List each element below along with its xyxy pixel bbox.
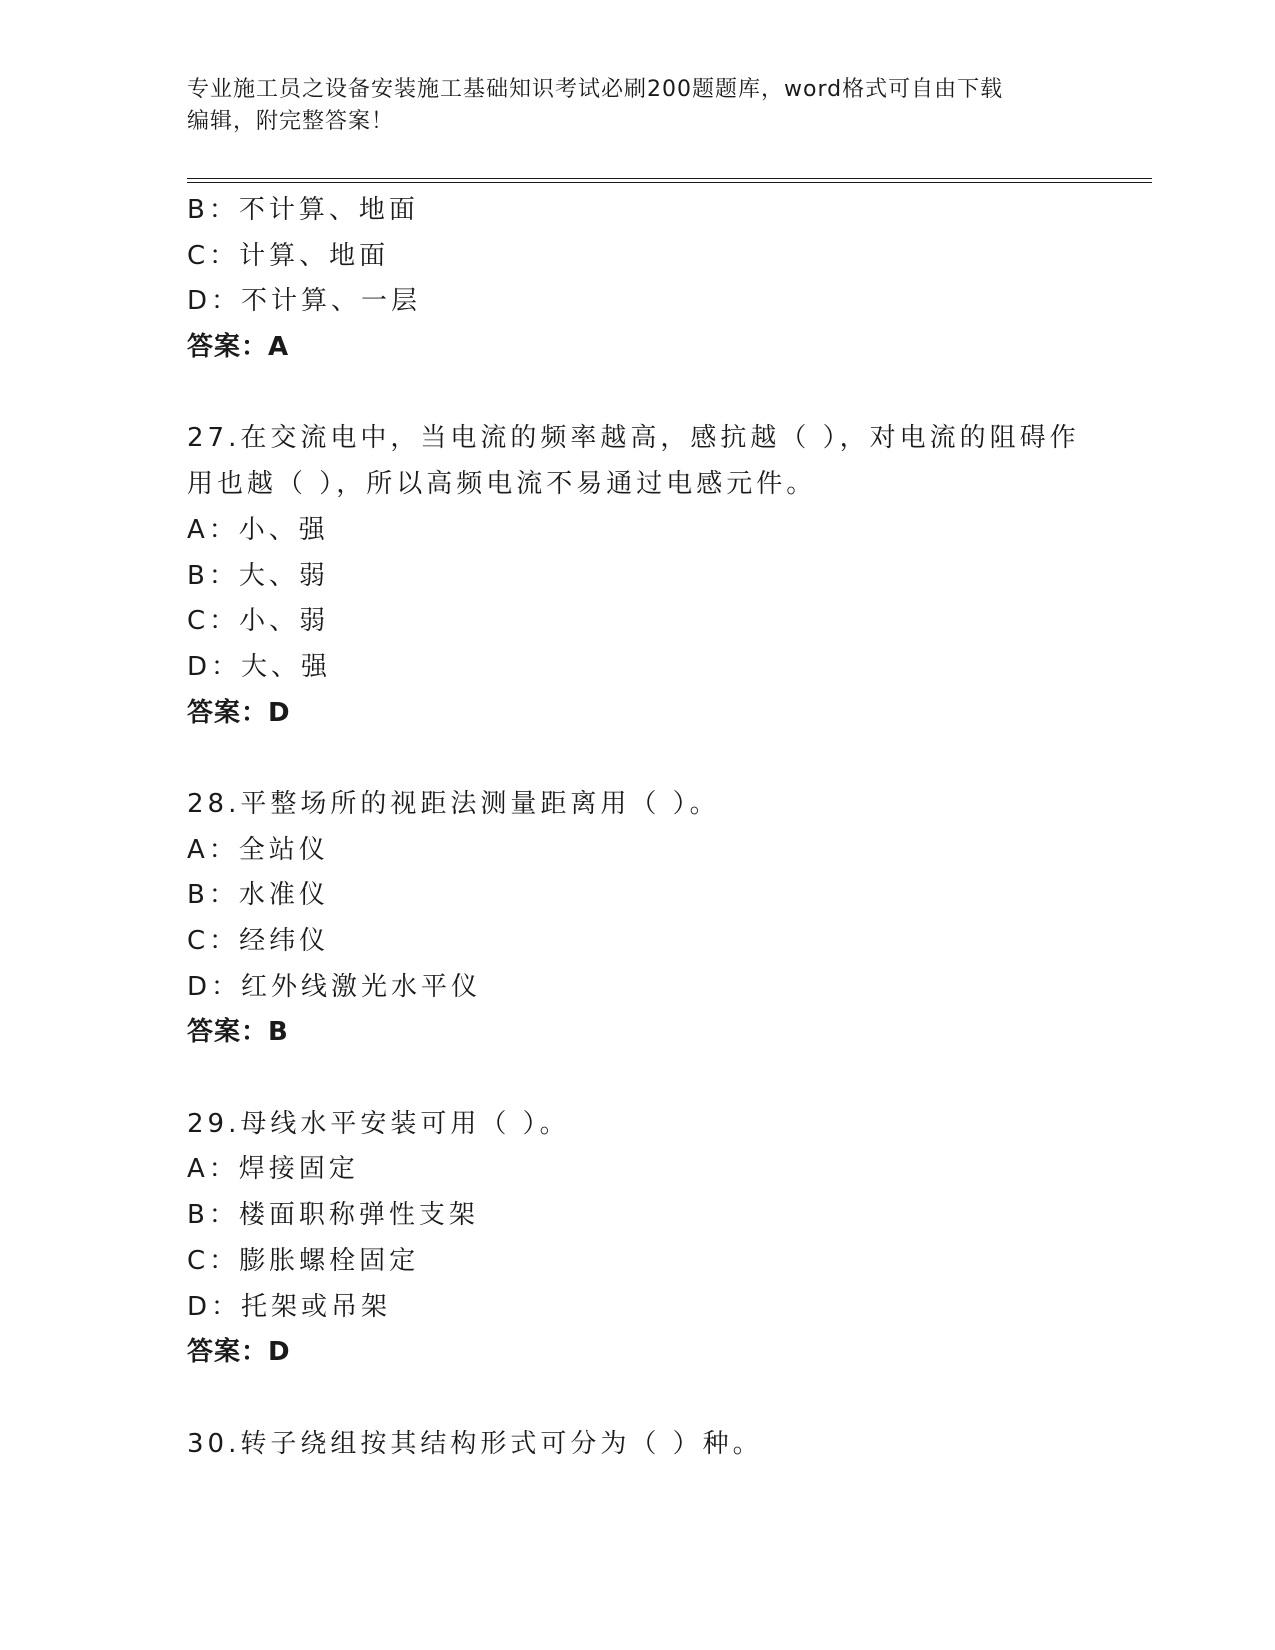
question-stem: 27.在交流电中，当电流的频率越高，感抗越（ ），对电流的阻碍作 xyxy=(187,423,1080,454)
spacer xyxy=(187,371,1147,417)
question-29 xyxy=(187,1102,1147,1376)
option-b: B：大、弱 xyxy=(187,560,329,591)
option-a: A：焊接固定 xyxy=(187,1154,359,1185)
question-27 xyxy=(187,416,1147,736)
question-list xyxy=(187,188,1147,1467)
header-title-line1: 专业施工员之设备安装施工基础知识考试必刷200题题库，word格式可自由下载 xyxy=(187,77,1004,102)
option-c: C：计算、地面 xyxy=(187,240,390,271)
question-28 xyxy=(187,782,1147,1056)
option-c: C：膨胀螺栓固定 xyxy=(187,1245,420,1276)
question-stem-continued: 用也越（ ），所以高频电流不易通过电感元件。 xyxy=(187,469,817,500)
answer: 答案：D xyxy=(187,1337,291,1368)
option-a: A：小、强 xyxy=(187,514,329,545)
option-b: B：水准仪 xyxy=(187,880,329,911)
option-d: D：托架或吊架 xyxy=(187,1291,392,1322)
answer: 答案：D xyxy=(187,697,291,728)
header-divider xyxy=(187,178,1152,183)
spacer xyxy=(187,1376,1147,1422)
option-c: C：经纬仪 xyxy=(187,926,330,956)
header-title-line2: 编辑，附完整答案！ xyxy=(187,109,395,134)
question-stem: 30.转子绕组按其结构形式可分为（ ）种。 xyxy=(187,1428,763,1459)
document-header xyxy=(187,74,1087,138)
question-30 xyxy=(187,1422,1147,1468)
option-c: C：小、弱 xyxy=(187,606,330,637)
option-d: D：大、强 xyxy=(187,651,332,682)
option-a: A：全站仪 xyxy=(187,834,329,865)
option-d: D：红外线激光水平仪 xyxy=(187,971,482,1002)
answer: 答案：A xyxy=(187,332,290,363)
option-d: D：不计算、一层 xyxy=(187,286,422,317)
answer: 答案：B xyxy=(187,1017,289,1048)
option-b: B：不计算、地面 xyxy=(187,195,419,225)
question-stem: 28.平整场所的视距法测量距离用（ ）。 xyxy=(187,788,720,819)
spacer xyxy=(187,736,1147,782)
spacer xyxy=(187,1056,1147,1102)
option-b: B：楼面职称弹性支架 xyxy=(187,1200,479,1231)
question-26 xyxy=(187,188,1147,371)
question-stem: 29.母线水平安装可用（ ）。 xyxy=(187,1108,570,1139)
